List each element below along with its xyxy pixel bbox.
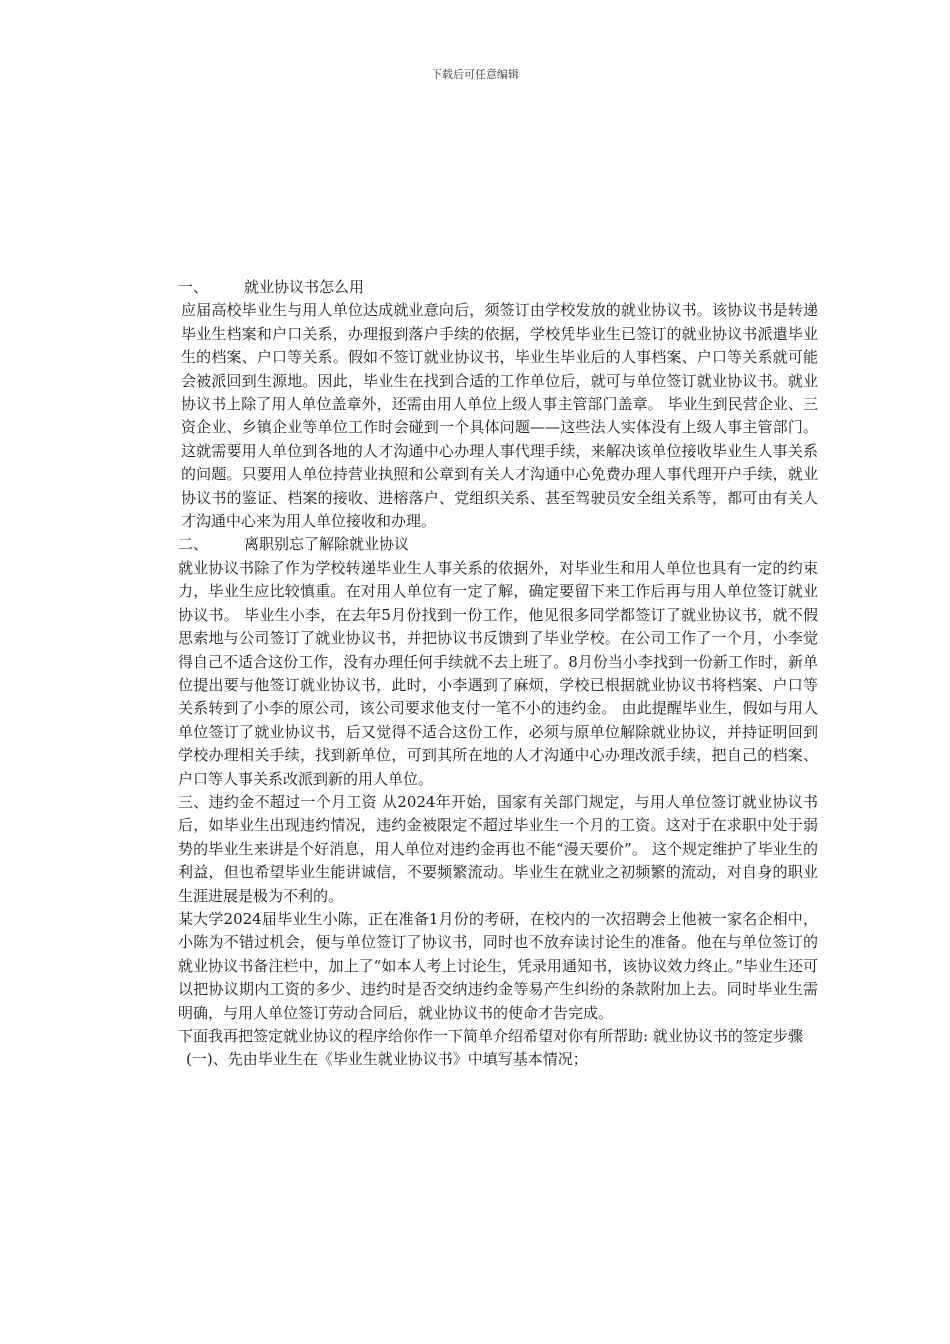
paragraph-2: 就业协议书除了作为学校转递毕业生人事关系的依据外，对毕业生和用人单位也具有一定的约束力，毕业生应比较慎重。在对用人单位有一定了解，确定要留下来工作后再与用人单位签订就业协议书。 毕业生小李，在去年5月份找到一份工作，他见很多同学都签订了就业协议书，就不假思索地与公司签订了就业协议书，并把协议书反馈到了毕业学校。在公司工作了一个月，小李觉得自己不适合这份工作，没有办理任何手续就不去上班了。8月份当小李找到一份新工作时，新单位提出要与他签订就业协议书，此时，小李遇到了麻烦，学校已根据就业协议书将档案、户口等关系转到了小李的原公司，该公司要求他支付一笔不小的违约金。 由此提醒毕业生，假如与用人单位签订了就业协议书，后又觉得不适合这份工作，必须与原单位解除就业协议，并持证明回到学校办理相关手续，找到新单位，可到其所在地的人才沟通中心办理改派手续，把自己的档案、户口等人事关系改派到新的用人单位。 (178, 558, 818, 788)
section-title: 就业协议书怎么用 (244, 278, 365, 296)
document-body (178, 276, 818, 1072)
paragraph-1: 应届高校毕业生与用人单位达成就业意向后，须签订由学校发放的就业协议书。该协议书是转递毕业生档案和户口关系，办理报到落户手续的依据，学校凭毕业生已签订的就业协议书派遣毕业生的档案、户口等关系。假如不签订就业协议书，毕业生毕业后的人事档案、户口等关系就可能会被派回到生源地。因此，毕业生在找到合适的工作单位后，就可与单位签订就业协议书。就业协议书上除了用人单位盖章外，还需由用人单位上级人事主管部门盖章。 毕业生到民营企业、三资企业、乡镇企业等单位工作时会碰到一个具体问题——这些法人实体没有上级人事主管部门。这就需要用人单位到各地的人才沟通中心办理人事代理手续，来解决该单位接收毕业生人事关系的问题。只要用人单位持营业执照和公章到有关人才沟通中心免费办理人事代理开户手续，就业协议书的鉴证、档案的接收、进榕落户、党组织关系、甚至驾驶员安全组关系等，都可由有关人才沟通中心来为用人单位接收和办理。 (181, 301, 818, 531)
paragraph-5: 下面我再把签定就业协议的程序给你作一下简单介绍希望对你有所帮助: 就业协议书的签定步骤 (178, 1027, 803, 1045)
section-heading-1 (178, 276, 818, 299)
paragraph-4: 某大学2024届毕业生小陈，正在准备1月份的考研，在校内的一次招聘会上他被一家名企相中，小陈为不错过机会，便与单位签订了协议书，同时也不放弃读讨论生的准备。他在与单位签订的就业协议书备注栏中，加上了“如本人考上讨论生，凭录用通知书，该协议效力终止。”毕业生还可以把协议期内工资的多少、违约时是否交纳违约金等易产生纠纷的条款附加上去。同时毕业生需明确，与用人单位签订劳动合同后，就业协议书的使命才告完成。 (178, 909, 818, 1022)
paragraph-6: (一)、先由毕业生在《毕业生就业协议书》中填写基本情况； (186, 1050, 588, 1069)
section-title: 离职别忘了解除就业协议 (244, 535, 410, 554)
section-heading-2 (178, 533, 818, 556)
header-note: 下载后可任意编辑 (431, 68, 519, 81)
section-number: 二、 (178, 535, 209, 554)
section-number: 一、 (178, 278, 209, 296)
paragraph-3: 三、违约金不超过一个月工资 从2024年开始，国家有关部门规定，与用人单位签订就业协议书后，如毕业生出现违约情况，违约金被限定不超过毕业生一个月的工资。这对于在求职中处于弱势的毕业生来讲是个好消息，用人单位对违约金再也不能“漫天要价”。 这个规定维护了毕业生的利益，但也希望毕业生能讲诚信，不要频繁流动。毕业生在就业之初频繁的流动，对自身的职业生涯进展是极为不利的。 (178, 792, 818, 905)
